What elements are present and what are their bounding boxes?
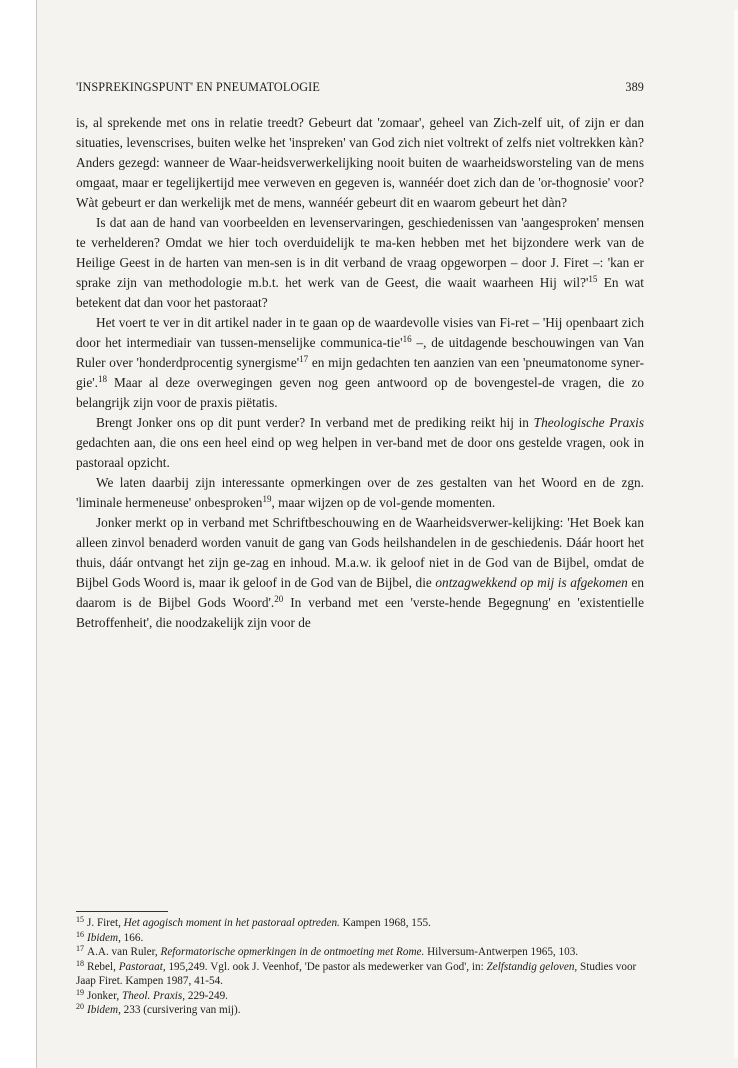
footnote-rule [76, 911, 168, 912]
footnote-ref: 18 [97, 374, 107, 384]
scan-margin [734, 10, 738, 1058]
text-run: Studies voor Jaap Firet. Kampen 1987, 41-54. [76, 960, 637, 987]
footnote [76, 989, 644, 1004]
italic-text: ontzagwekkend op mij is afgekomen [435, 575, 628, 590]
footnote [76, 960, 644, 989]
text-run: In verband met een 'verste-hende Begegnung' en 'existentielle Betroffenheit', die noodzakelijk zijn voor de [76, 595, 644, 630]
body-text [76, 113, 644, 633]
text-run: 195,249. Vgl. ook J. Veenhof, 'De pastor als medewerker van God', in: [165, 960, 487, 973]
text-run: Is dat aan de hand van voorbeelden en levenservaringen, geschiedenissen van 'aangesproken' mensen te verhelderen? Omdat we hier toch overduidelijk te ma-ken hebben met het bijzondere werk van de Heilige Geest in de harten van men-sen is in dit verband de vraag opgeworpen – door J. Firet –: 'kan er sprake zijn van methodologie m.b.t. het werk van de Geest, die waait waarheen Hij wil?' [76, 215, 644, 290]
footnote-ref: 20 [274, 594, 284, 604]
footnote-number: 19 [76, 987, 84, 997]
text-run: 166. [120, 931, 144, 944]
text-run: is, al sprekende met ons in relatie treedt? Gebeurt dat 'zomaar', geheel van Zich-zelf uit, of zijn er dan situaties, levenscrises, buiten welke het 'inspreken' van God zich niet voltrekt of zelfs niet voltrekken kàn? Anders gezegd: wanneer de Waar-heidsverwerkelijking nooit buiten de waarheidsworsteling van de mens omgaat, maar er tegelijkertijd mee verweven en gegeven is, wannéér doet zich dan de 'or-thognosie' voor? Wàt gebeurt er dan werkelijk met de mens, wannéér gebeurt dit en waarom gebeurt het dàn? [76, 115, 644, 210]
italic-text: Ibidem, [87, 1004, 121, 1016]
paragraph [76, 313, 644, 413]
footnote-ref: 17 [299, 354, 309, 364]
text-run: A.A. van Ruler, [87, 946, 161, 958]
footnote-ref: 19 [262, 494, 272, 504]
text-run: en mijn gedachten ten aanzien van een 'pneumatonome syner-gie'. [76, 355, 644, 390]
footnote-ref: 16 [402, 334, 412, 344]
text-run: en daarom is de Bijbel Gods Woord'. [76, 575, 644, 610]
footnote [76, 945, 644, 960]
footnote-number: 18 [76, 958, 84, 968]
text-run: Maar al deze overwegingen geven nog geen antwoord op de bovengestel-de vragen, die zo belangrijk zijn voor de praxis piëtatis. [76, 375, 644, 410]
paragraph [76, 513, 644, 633]
footnote [76, 1003, 644, 1018]
footnote-number: 16 [76, 929, 84, 939]
paragraph [76, 413, 644, 473]
footnote [76, 916, 644, 931]
footnote-number: 17 [76, 944, 84, 953]
text-run: Het voert te ver in dit artikel nader in te gaan op de waardevolle visies van Fi-ret – 'Hij openbaart zich door het intermediair van tussen-menselijke communica-tie' [76, 315, 644, 350]
italic-text: Pastoraat, [118, 960, 166, 973]
text-run: J. Firet, [87, 917, 124, 929]
footnote-ref: 15 [588, 274, 598, 284]
running-head [76, 80, 644, 98]
text-run: Rebel, [87, 960, 119, 973]
paragraph [76, 213, 644, 313]
text-run: We laten daarbij zijn interessante opmerkingen over de zes gestalten van het Woord en de zgn. 'liminale hermeneuse' onbesproken [76, 475, 644, 510]
text-run: Brengt Jonker ons op dit punt verder? In verband met de prediking reikt hij in [96, 415, 534, 430]
text-run: En wat betekent dat dan voor het pastoraat? [76, 275, 644, 310]
scan-edge [36, 0, 37, 1068]
text-run: –, de uitdagende beschouwingen van Van Ruler over 'honderdprocentig synergisme' [76, 335, 644, 370]
footnote-number: 15 [76, 915, 84, 924]
italic-text: Zelfstandig geloven, [486, 960, 578, 973]
text-run: , maar wijzen op de vol-gende momenten. [271, 495, 496, 510]
text-run: Jonker merkt op in verband met Schriftbeschouwing en de Waarheidsverwer-kelijking: 'Het Boek kan alleen zinvol benaderd worden vanuit de gang van Gods heilshandelen in de geschiedenis. Dáár hoort het thuis, dáár ontvangt het zijn ge-zag en inhoud. M.a.w. ik geloof niet in de God van de Bijbel, omdat de Bijbel Gods Woord is, maar ik geloof in de God van de Bijbel, die [76, 515, 644, 590]
text-run: Kampen 1968, 155. [339, 917, 431, 929]
italic-text: Het agogisch moment in het pastoraal optreden. [123, 917, 340, 929]
text-run: gedachten aan, die ons een heel eind op weg helpen in ver-band met de door ons gestelde vragen, ook in pastoraal opzicht. [76, 435, 644, 470]
italic-text: Theol. Praxis, [121, 989, 186, 1002]
footnote [76, 931, 644, 946]
text-run: Hilversum-Antwerpen 1965, 103. [424, 946, 579, 958]
italic-text: Ibidem, [87, 931, 121, 944]
text-run: Jonker, [87, 989, 122, 1002]
italic-text: Reformatorische opmerkingen in de ontmoeting met Rome. [160, 946, 425, 958]
page-number: 389 [625, 80, 644, 94]
paragraph [76, 473, 644, 513]
running-head-title: 'INSPREKINGSPUNT' EN PNEUMATOLOGIE [76, 80, 320, 94]
paragraph [76, 113, 644, 213]
footnote-number: 20 [76, 1002, 84, 1011]
book-page [36, 0, 738, 1068]
italic-text: Theologische Praxis [533, 415, 645, 430]
footnotes [76, 916, 644, 1018]
text-run: 229-249. [185, 989, 228, 1002]
text-run: 233 (cursivering van mij). [120, 1004, 241, 1016]
